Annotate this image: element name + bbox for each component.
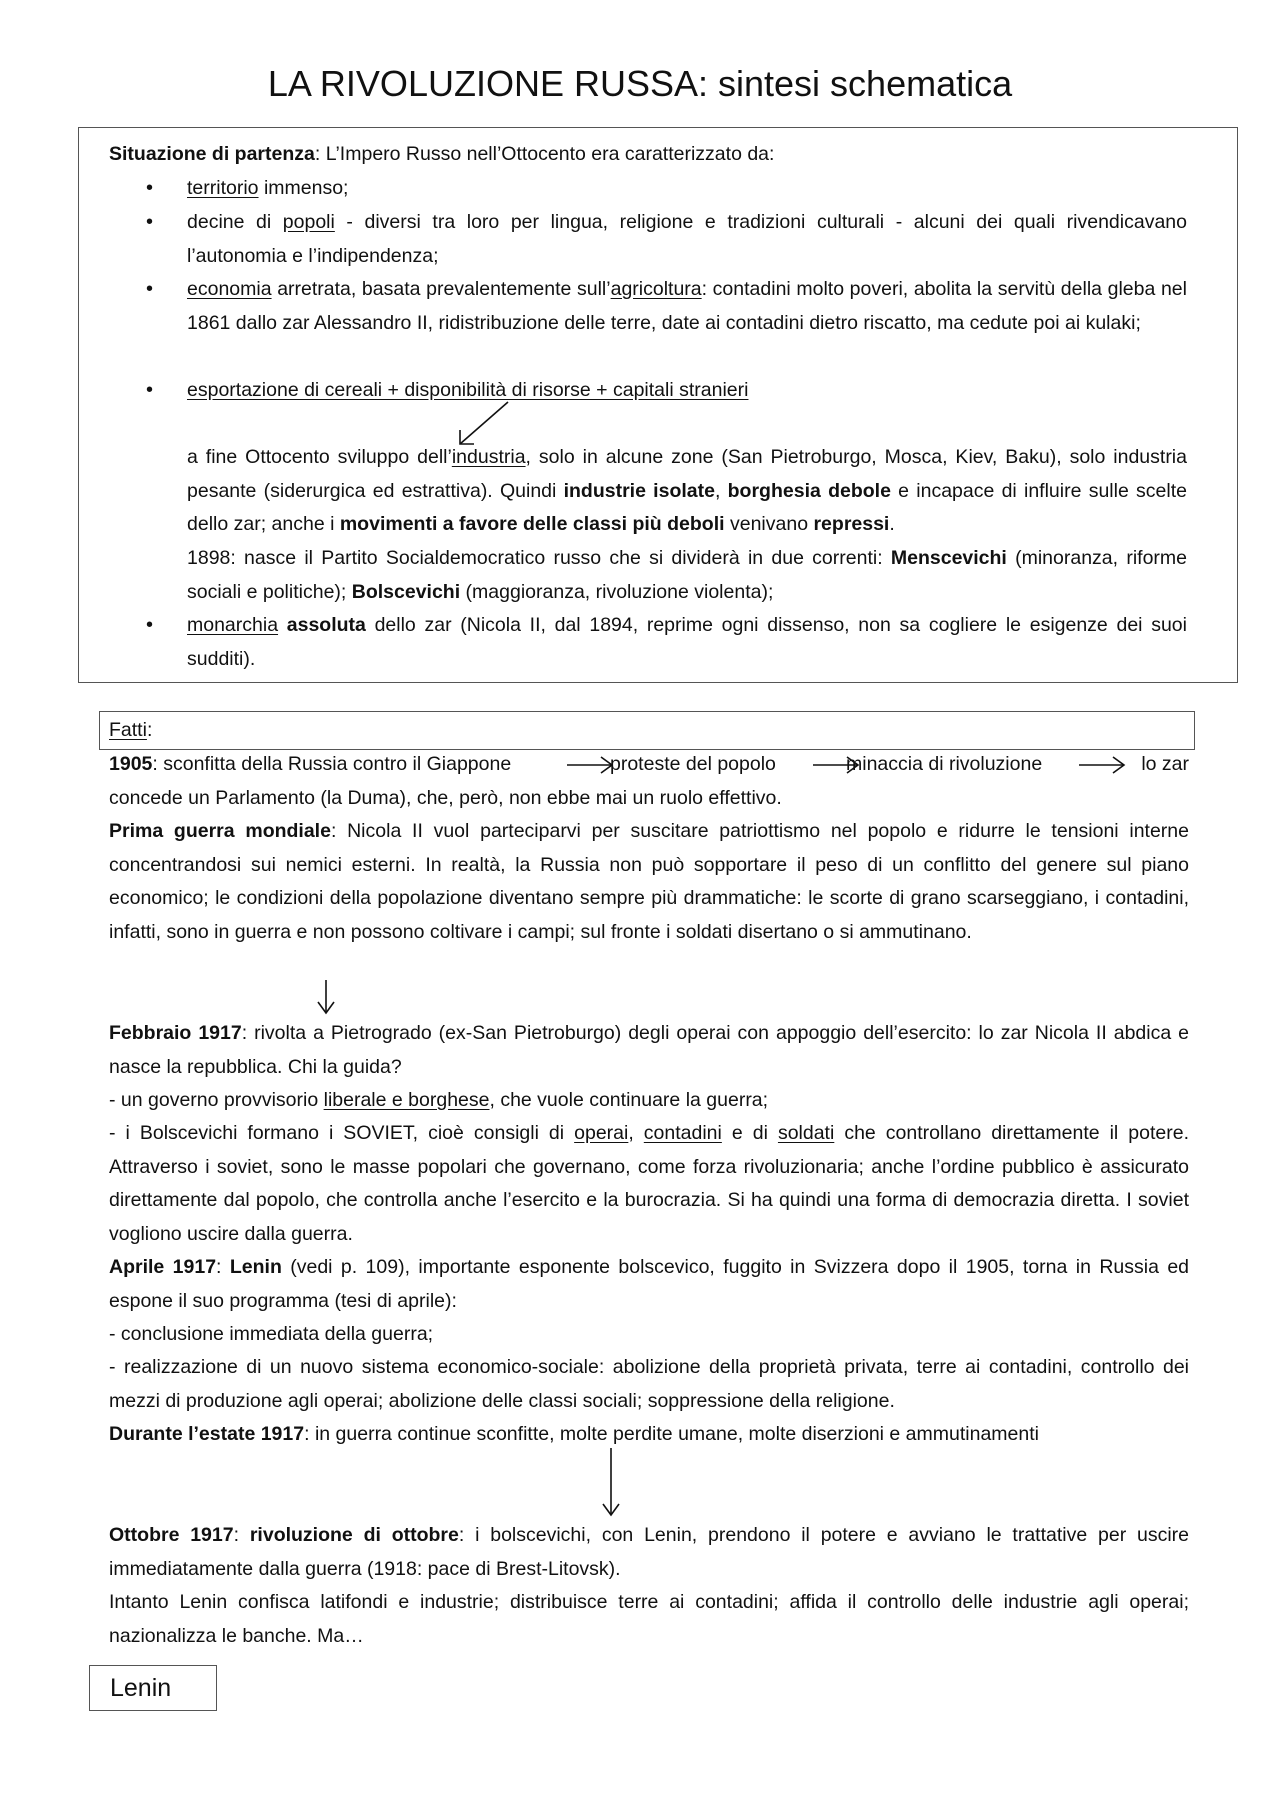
bullet-territorio: territorio immenso; <box>187 177 349 199</box>
page-title: LA RIVOLUZIONE RUSSA: sintesi schematica <box>267 63 1013 104</box>
fatti-1905-line: 1905: sconfitta della Russia contro il Giappone proteste del popolo minaccia di rivoluzione lo zar <box>109 753 1189 775</box>
fatti-label: Fatti: <box>109 719 153 741</box>
bullet-monarchia: monarchia assoluta dello zar (Nicola II, dal 1894, reprime ogni dissenso, non sa cogliere le esigenze dei suoi sudditi). <box>187 614 1187 670</box>
situazione-intro: Situazione di partenza: L’Impero Russo nell’Ottocento era caratterizzato da: <box>109 143 775 165</box>
fatti-1905-line2: concede un Parlamento (la Duma), che, però, non ebbe mai un ruolo effettivo. <box>109 787 782 809</box>
governo-item: - un governo provvisorio liberale e borghese, che vuole continuare la guerra; <box>109 1089 769 1111</box>
prima-guerra-paragraph: Prima guerra mondiale: Nicola II vuol parteciparvi per suscitare patriottismo nel popolo e ridurre le tensioni interne concentrandosi sui nemici esterni. In realtà, la Russia non può sopportare il peso di un conflitto del genere sul piano economico; le condizioni della popolazione diventano sempre più drammatiche: le scorte di grano scarseggiano, i contadini, infatti, sono in guerra e non possono coltivare i campi; sul fronte i soldati disertano o si ammutinano. <box>109 820 1189 943</box>
bullet-icon: • <box>146 177 154 199</box>
aprile-list-item-2: - realizzazione di un nuovo sistema economico-sociale: abolizione della proprietà privata, terre ai contadini, controllo dei mezzi di produzione agli operai; abolizione delle classi sociali; soppressione della religione. <box>109 1356 1189 1412</box>
soviet-item: - i Bolscevichi formano i SOVIET, cioè consigli di operai, contadini e di soldati che controllano direttamente il potere. Attraverso i soviet, sono le masse popolari che governano, come forza rivoluzionaria; anche l’ordine pubblico è assicurato direttamente dal popolo, che controlla anche l’esercito e la burocrazia. Si ha quindi una forma di democrazia diretta. I soviet vogliono uscire dalla guerra. <box>109 1122 1189 1245</box>
fatti-box <box>99 711 1195 750</box>
lenin-box: Lenin <box>89 1665 217 1711</box>
arrow-right-icon <box>1079 755 1127 775</box>
arrow-down-icon <box>316 980 336 1016</box>
partito-paragraph: 1898: nasce il Partito Socialdemocratico russo che si dividerà in due correnti: Menscevichi (minoranza, riforme sociali e politiche); Bolscevichi (maggioranza, rivoluzione violenta); <box>187 547 1187 603</box>
aprile-paragraph: Aprile 1917: Lenin (vedi p. 109), importante esponente bolscevico, fuggito in Svizzera dopo il 1905, torna in Russia ed espone il suo programma (tesi di aprile): <box>109 1256 1190 1312</box>
industria-paragraph: a fine Ottocento sviluppo dell’industria, solo in alcune zone (San Pietroburgo, Mosca, Kiev, Baku), solo industria pesante (siderurgica ed estrattiva). Quindi industrie isolate, borghesia debole e incapace di influire sulle scelte dello zar; anche i movimenti a favore delle classi più deboli venivano repressi. <box>187 446 1187 535</box>
ottobre-paragraph: Ottobre 1917: rivoluzione di ottobre: i bolscevichi, con Lenin, prendono il potere e avviano le trattative per uscire immediatamente dalla guerra (1918: pace di Brest-Litovsk). <box>109 1524 1190 1580</box>
bullet-esportazione: esportazione di cereali + disponibilità di risorse + capitali stranieri <box>187 379 749 401</box>
bullet-icon: • <box>146 278 154 300</box>
bullet-icon: • <box>146 614 154 636</box>
bullet-economia: economia arretrata, basata prevalentemente sull’agricoltura: contadini molto poveri, abolita la servitù della gleba nel 1861 dallo zar Alessandro II, ridistribuzione delle terre, date ai contadini dietro riscatto, ma cedute poi ai kulaki; <box>187 278 1187 334</box>
bullet-popoli: decine di popoli - diversi tra loro per lingua, religione e tradizioni culturali - alcuni dei quali rivendicavano l’autonomia e l’indipendenza; <box>187 211 1187 267</box>
arrow-down-icon <box>601 1448 621 1520</box>
estate-paragraph: Durante l’estate 1917: in guerra continue sconfitte, molte perdite umane, molte diserzioni e ammutinamenti <box>109 1423 1039 1445</box>
intanto-paragraph: Intanto Lenin confisca latifondi e industrie; distribuisce terre ai contadini; affida il controllo delle industrie agli operai; nazionalizza le banche. Ma… <box>109 1591 1189 1647</box>
bullet-icon: • <box>146 379 154 401</box>
arrow-right-icon <box>567 755 615 775</box>
aprile-list-item-1: - conclusione immediata della guerra; <box>109 1323 434 1345</box>
bullet-icon: • <box>146 211 154 233</box>
febbraio-paragraph: Febbraio 1917: rivolta a Pietrogrado (ex-San Pietroburgo) degli operai con appoggio dell’esercito: lo zar Nicola II abdica e nasce la repubblica. Chi la guida? <box>109 1022 1190 1078</box>
